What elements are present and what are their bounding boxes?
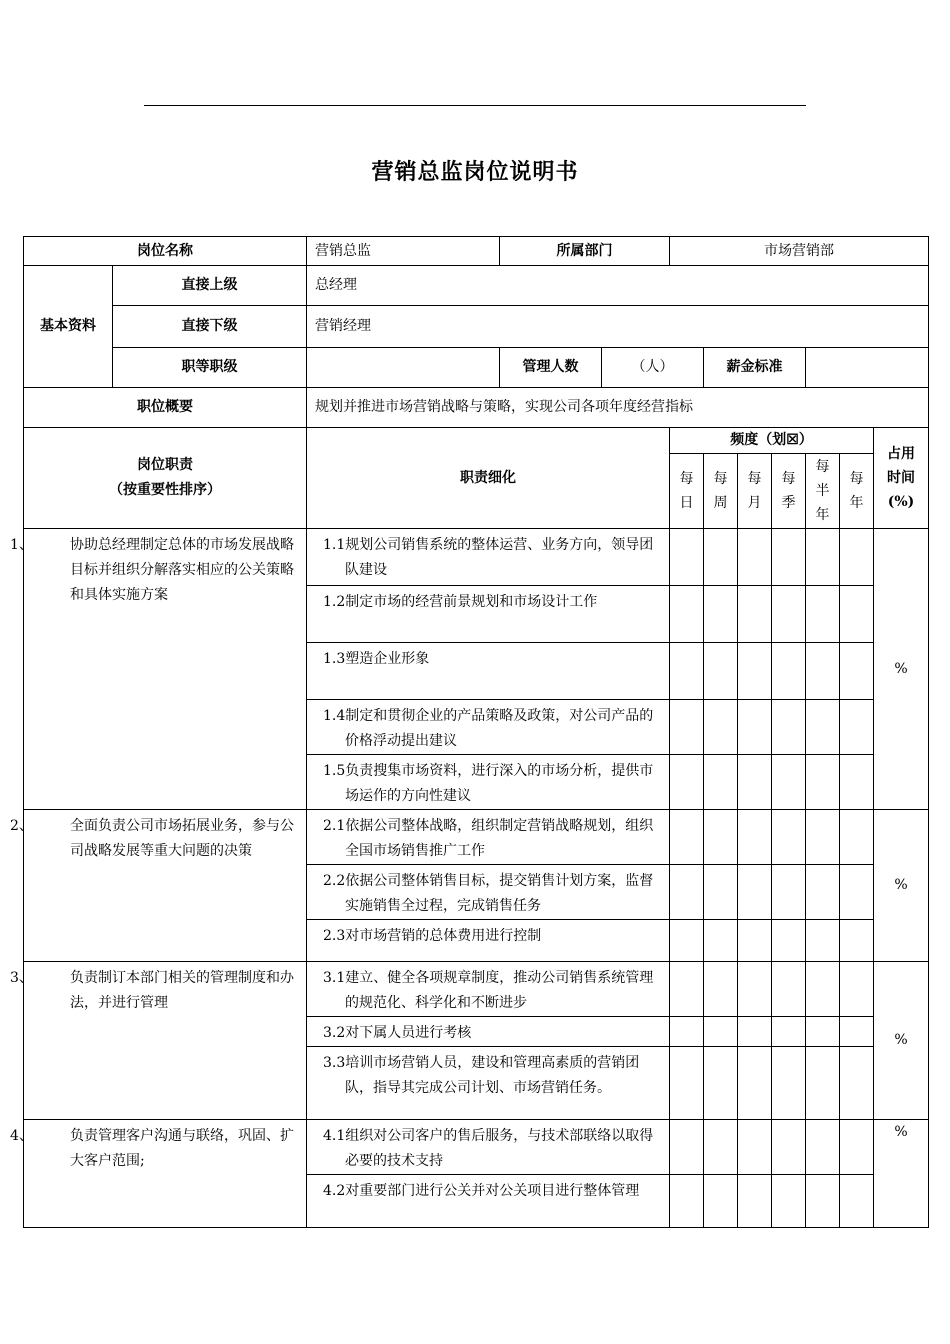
duty-summary	[10, 1120, 307, 1228]
frequency-checkbox-cell[interactable]	[806, 755, 840, 810]
duty-number: 3、	[10, 970, 33, 986]
duty-detail: 1.2制定市场的经营前景规划和市场设计工作	[307, 586, 670, 643]
frequency-checkbox-cell[interactable]	[670, 1120, 704, 1175]
frequency-checkbox-cell[interactable]	[840, 1047, 874, 1120]
position-name-label: 岗位名称	[24, 237, 307, 266]
frequency-checkbox-cell[interactable]	[738, 865, 772, 920]
job-grade-value	[307, 348, 500, 388]
overview-text: 规划并推进市场营销战略与策略，实现公司各项年度经营指标	[307, 388, 929, 428]
frequency-checkbox-cell[interactable]	[738, 920, 772, 962]
frequency-checkbox-cell[interactable]	[772, 1175, 806, 1228]
direct-subordinate-label: 直接下级	[113, 306, 307, 348]
duty-summary	[10, 962, 307, 1120]
detail-header: 职责细化	[307, 428, 670, 529]
frequency-checkbox-cell[interactable]	[840, 529, 874, 586]
frequency-checkbox-cell[interactable]	[704, 586, 738, 643]
basic-info-label: 基本资料	[24, 266, 113, 388]
frequency-checkbox-cell[interactable]	[806, 1017, 840, 1047]
frequency-checkbox-cell[interactable]	[840, 1175, 874, 1228]
department-label: 所属部门	[500, 237, 670, 266]
frequency-checkbox-cell[interactable]	[840, 1120, 874, 1175]
frequency-checkbox-cell[interactable]	[772, 755, 806, 810]
direct-superior-label: 直接上级	[113, 266, 307, 306]
frequency-checkbox-cell[interactable]	[670, 1017, 704, 1047]
frequency-checkbox-cell[interactable]	[840, 865, 874, 920]
frequency-checkbox-cell[interactable]	[738, 962, 772, 1017]
frequency-checkbox-cell[interactable]	[670, 865, 704, 920]
duties-body	[10, 529, 929, 1228]
frequency-col-2: 每 月	[738, 454, 772, 529]
frequency-checkbox-cell[interactable]	[772, 586, 806, 643]
duty-detail: 2.3对市场营销的总体费用进行控制	[307, 920, 670, 962]
frequency-checkbox-cell[interactable]	[738, 810, 772, 865]
frequency-checkbox-cell[interactable]	[738, 643, 772, 700]
frequency-checkbox-cell[interactable]	[670, 586, 704, 643]
duty-detail-row	[24, 810, 929, 865]
frequency-checkbox-cell[interactable]	[772, 529, 806, 586]
frequency-checkbox-cell[interactable]	[738, 700, 772, 755]
frequency-checkbox-cell[interactable]	[670, 700, 704, 755]
time-share-percent[interactable]: %	[874, 1120, 929, 1228]
frequency-checkbox-cell[interactable]	[840, 755, 874, 810]
header-rule	[144, 105, 806, 106]
duty-text: 协助总经理制定总体的市场发展战略目标并组织分解落实相应的公关策略和具体实施方案	[70, 537, 294, 603]
time-share-header: 占用 时间 (%)	[874, 428, 929, 529]
frequency-checkbox-cell[interactable]	[738, 1047, 772, 1120]
frequency-checkbox-cell[interactable]	[704, 529, 738, 586]
duty-summary	[10, 810, 307, 962]
frequency-checkbox-cell[interactable]	[772, 700, 806, 755]
frequency-checkbox-cell[interactable]	[806, 810, 840, 865]
frequency-checkbox-cell[interactable]	[806, 865, 840, 920]
frequency-checkbox-cell[interactable]	[738, 1120, 772, 1175]
frequency-checkbox-cell[interactable]	[840, 920, 874, 962]
duties-header	[24, 428, 307, 529]
frequency-checkbox-cell[interactable]	[772, 1047, 806, 1120]
duties-header-line1: 岗位职责	[137, 457, 193, 473]
frequency-checkbox-cell[interactable]	[806, 1047, 840, 1120]
frequency-checkbox-cell[interactable]	[738, 1017, 772, 1047]
duty-summary	[10, 529, 307, 810]
frequency-checkbox-cell[interactable]	[772, 865, 806, 920]
frequency-checkbox-cell[interactable]	[670, 755, 704, 810]
duty-detail: 4.1组织对公司客户的售后服务，与技术部联络以取得必要的技术支持	[307, 1120, 670, 1175]
frequency-checkbox-cell[interactable]	[840, 1017, 874, 1047]
frequency-checkbox-cell[interactable]	[704, 700, 738, 755]
frequency-col-3: 每 季	[772, 454, 806, 529]
duty-text: 负责制订本部门相关的管理制度和办法，并进行管理	[70, 970, 294, 1011]
duty-number: 4、	[10, 1128, 33, 1144]
frequency-checkbox-cell[interactable]	[738, 529, 772, 586]
direct-subordinate-value: 营销经理	[307, 306, 929, 348]
frequency-checkbox-cell[interactable]	[806, 962, 840, 1017]
department-value: 市场营销部	[670, 237, 929, 266]
frequency-checkbox-cell[interactable]	[772, 810, 806, 865]
time-share-percent[interactable]: %	[874, 810, 929, 962]
frequency-checkbox-cell[interactable]	[670, 1175, 704, 1228]
salary-standard-value	[806, 348, 929, 388]
duty-detail: 2.2依据公司整体销售目标，提交销售计划方案，监督实施销售全过程，完成销售任务	[307, 865, 670, 920]
frequency-checkbox-cell[interactable]	[772, 643, 806, 700]
frequency-checkbox-cell[interactable]	[840, 810, 874, 865]
frequency-checkbox-cell[interactable]	[704, 1047, 738, 1120]
frequency-checkbox-cell[interactable]	[670, 810, 704, 865]
duty-detail-row	[24, 529, 929, 586]
duty-detail: 3.2对下属人员进行考核	[307, 1017, 670, 1047]
managed-count-label: 管理人数	[500, 348, 602, 388]
document-title: 营销总监岗位说明书	[371, 159, 579, 185]
direct-superior-value: 总经理	[307, 266, 929, 306]
duty-detail: 4.2对重要部门进行公关并对公关项目进行整体管理	[307, 1175, 670, 1228]
time-share-percent[interactable]: %	[874, 529, 929, 810]
frequency-checkbox-cell[interactable]	[738, 1175, 772, 1228]
frequency-col-0: 每 日	[670, 454, 704, 529]
duty-detail: 1.1规划公司销售系统的整体运营、业务方向，领导团队建设	[307, 529, 670, 586]
frequency-checkbox-cell[interactable]	[806, 1175, 840, 1228]
frequency-checkbox-cell[interactable]	[704, 962, 738, 1017]
frequency-checkbox-cell[interactable]	[840, 586, 874, 643]
duty-number: 1、	[10, 537, 33, 553]
frequency-checkbox-cell[interactable]	[806, 920, 840, 962]
frequency-checkbox-cell[interactable]	[670, 920, 704, 962]
frequency-checkbox-cell[interactable]	[670, 1047, 704, 1120]
frequency-col-4: 每 半 年	[806, 454, 840, 529]
job-description-table	[10, 236, 929, 1228]
frequency-checkbox-cell[interactable]	[670, 962, 704, 1017]
duty-detail-row	[24, 962, 929, 1017]
frequency-checkbox-cell[interactable]	[806, 529, 840, 586]
frequency-checkbox-cell[interactable]	[704, 643, 738, 700]
frequency-checkbox-cell[interactable]	[670, 529, 704, 586]
frequency-checkbox-cell[interactable]	[704, 1017, 738, 1047]
frequency-col-1: 每 周	[704, 454, 738, 529]
frequency-checkbox-cell[interactable]	[772, 920, 806, 962]
frequency-checkbox-cell[interactable]	[806, 586, 840, 643]
frequency-checkbox-cell[interactable]	[704, 810, 738, 865]
frequency-checkbox-cell[interactable]	[738, 755, 772, 810]
frequency-checkbox-cell[interactable]	[840, 643, 874, 700]
duty-detail: 3.3培训市场营销人员，建设和管理高素质的营销团队，指导其完成公司计划、市场营销任务。	[307, 1047, 670, 1120]
duty-detail-row	[24, 1120, 929, 1175]
duties-header-line2: （按重要性排序）	[109, 482, 221, 498]
frequency-checkbox-cell[interactable]	[704, 1175, 738, 1228]
job-grade-label: 职等职级	[113, 348, 307, 388]
frequency-checkbox-cell[interactable]	[704, 865, 738, 920]
frequency-header: 频度（划☒）	[670, 428, 874, 454]
frequency-checkbox-cell[interactable]	[806, 1120, 840, 1175]
frequency-checkbox-cell[interactable]	[772, 1017, 806, 1047]
frequency-checkbox-cell[interactable]	[704, 1120, 738, 1175]
duty-detail: 1.4制定和贯彻企业的产品策略及政策，对公司产品的价格浮动提出建议	[307, 700, 670, 755]
duty-detail: 2.1依据公司整体战略，组织制定营销战略规划，组织全国市场销售推广工作	[307, 810, 670, 865]
frequency-checkbox-cell[interactable]	[806, 643, 840, 700]
overview-label: 职位概要	[24, 388, 307, 428]
duty-number: 2、	[10, 818, 33, 834]
managed-count-unit: （人）	[602, 348, 704, 388]
position-name-value: 营销总监	[307, 237, 500, 266]
frequency-col-5: 每 年	[840, 454, 874, 529]
duty-detail: 1.3塑造企业形象	[307, 643, 670, 700]
frequency-checkbox-cell[interactable]	[840, 962, 874, 1017]
duty-detail: 1.5负责搜集市场资料，进行深入的市场分析，提供市场运作的方向性建议	[307, 755, 670, 810]
frequency-checkbox-cell[interactable]	[840, 700, 874, 755]
salary-standard-label: 薪金标准	[704, 348, 806, 388]
duty-detail: 3.1建立、健全各项规章制度，推动公司销售系统管理的规范化、科学化和不断进步	[307, 962, 670, 1017]
frequency-checkbox-cell[interactable]	[806, 700, 840, 755]
duty-text: 负责管理客户沟通与联络，巩固、扩大客户范围;	[70, 1128, 294, 1169]
duty-text: 全面负责公司市场拓展业务，参与公司战略发展等重大问题的决策	[70, 818, 294, 859]
time-share-percent[interactable]: %	[874, 962, 929, 1120]
frequency-checkbox-cell[interactable]	[738, 586, 772, 643]
frequency-checkbox-cell[interactable]	[704, 755, 738, 810]
frequency-checkbox-cell[interactable]	[704, 920, 738, 962]
frequency-checkbox-cell[interactable]	[670, 643, 704, 700]
frequency-checkbox-cell[interactable]	[772, 962, 806, 1017]
frequency-checkbox-cell[interactable]	[772, 1120, 806, 1175]
